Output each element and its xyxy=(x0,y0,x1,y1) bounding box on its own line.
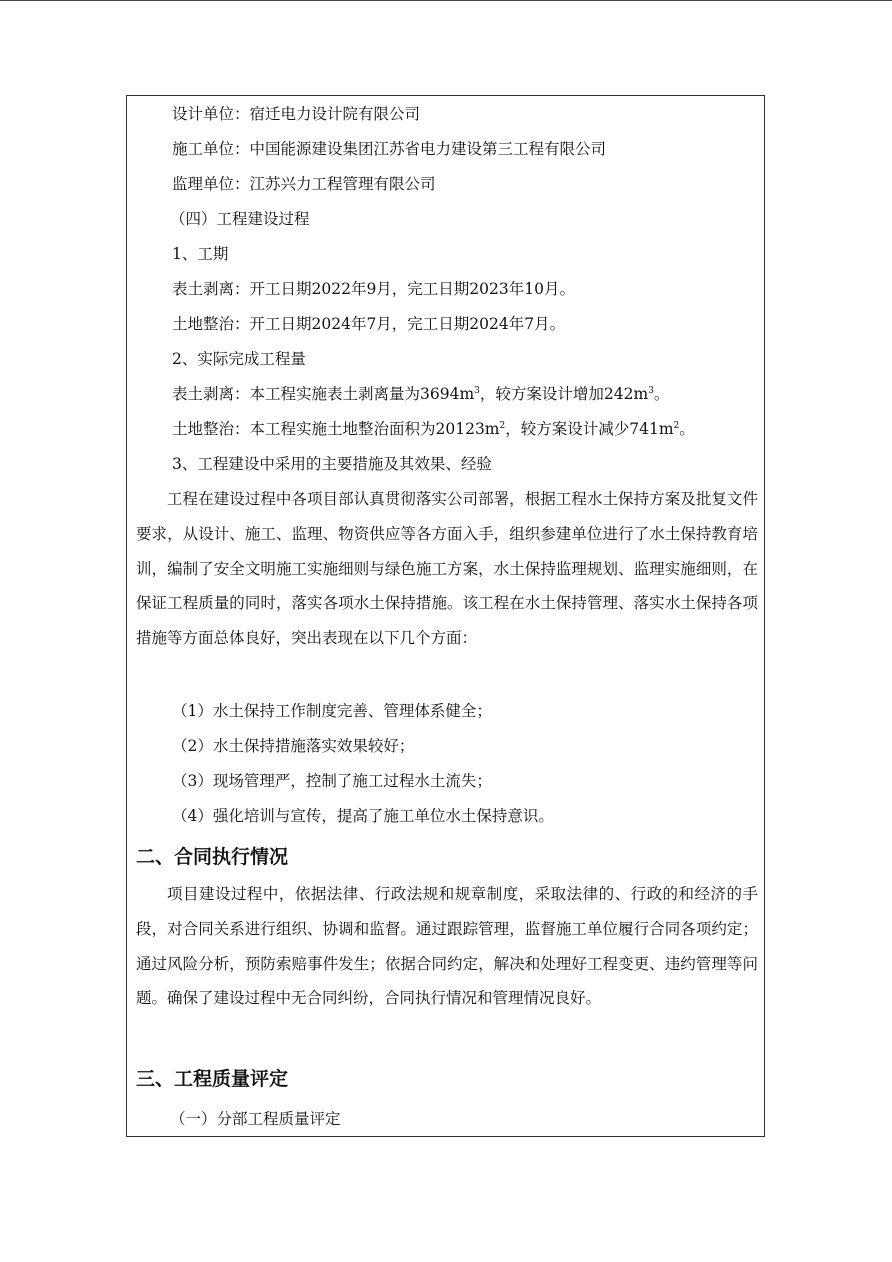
supervision-unit: 监理单位：江苏兴力工程管理有限公司 xyxy=(172,175,436,193)
measures-title: 3、工程建设中采用的主要措施及其效果、经验 xyxy=(172,455,492,473)
construction-unit: 施工单位：中国能源建设集团江苏省电力建设第三工程有限公司 xyxy=(172,140,607,158)
point-3: （3）现场管理严，控制了施工过程水土流失； xyxy=(172,772,492,790)
contract-paragraph: 项目建设过程中，依据法律、行政法规和规章制度，采取法律的、行政的和经济的手段，对合同关系进行组织、协调和监督。通过跟踪管理，监督施工单位履行合同各项约定；通过风险分析，预防索赔事件发生；依据合同约定，解决和处理好工程变更、违约管理等问题。确保了建设过程中无合同纠纷，合同执行情况和管理情况良好。 xyxy=(136,885,758,1008)
superscript-2: 2 xyxy=(673,421,680,431)
process-title: （四）工程建设过程 xyxy=(170,210,310,228)
land-schedule: 土地整治：开工日期2024年7月，完工日期2024年7月。 xyxy=(172,315,566,333)
land-quantity-end: 。 xyxy=(679,420,695,438)
topsoil-quantity-text: 表土剥离：本工程实施表土剥离量为3694m xyxy=(172,385,475,403)
topsoil-quantity-mid: ，较方案设计增加242m xyxy=(479,385,649,403)
quantity-title: 2、实际完成工程量 xyxy=(172,350,306,368)
measures-paragraph: 工程在建设过程中各项目部认真贯彻落实公司部署，根据工程水土保持方案及批复文件要求，从设计、施工、监理、物资供应等各方面入手，组织参建单位进行了水土保持教育培训，编制了安全文明施工实施细则与绿色施工方案，水土保持监理规划、监理实施细则，在保证工程质量的同时，落实各项水土保持措施。该工程在水土保持管理、落实水土保持各项措施等方面总体良好，突出表现在以下几个方面： xyxy=(136,490,758,648)
top-rule xyxy=(0,0,892,1)
point-2: （2）水土保持措施落实效果较好； xyxy=(172,737,415,755)
land-quantity xyxy=(172,419,695,439)
design-unit: 设计单位：宿迁电力设计院有限公司 xyxy=(172,105,421,123)
point-1: （1）水土保持工作制度完善、管理体系健全； xyxy=(172,702,492,720)
land-quantity-text: 土地整治：本工程实施土地整治面积为20123m xyxy=(172,420,500,438)
quality-heading: 三、工程质量评定 xyxy=(136,1068,289,1090)
quality-sub-title: （一）分部工程质量评定 xyxy=(170,1110,341,1128)
superscript-2: 2 xyxy=(499,421,506,431)
schedule-title: 1、工期 xyxy=(172,245,229,263)
superscript-3: 3 xyxy=(474,386,480,396)
land-quantity-mid: ，较方案设计减少741m xyxy=(505,420,674,438)
topsoil-schedule: 表土剥离：开工日期2022年9月，完工日期2023年10月。 xyxy=(172,280,575,298)
topsoil-quantity xyxy=(172,384,669,404)
point-4: （4）强化培训与宣传，提高了施工单位水土保持意识。 xyxy=(172,807,554,825)
superscript-3: 3 xyxy=(648,386,654,396)
topsoil-quantity-end: 。 xyxy=(653,385,670,403)
contract-heading: 二、合同执行情况 xyxy=(136,846,289,868)
